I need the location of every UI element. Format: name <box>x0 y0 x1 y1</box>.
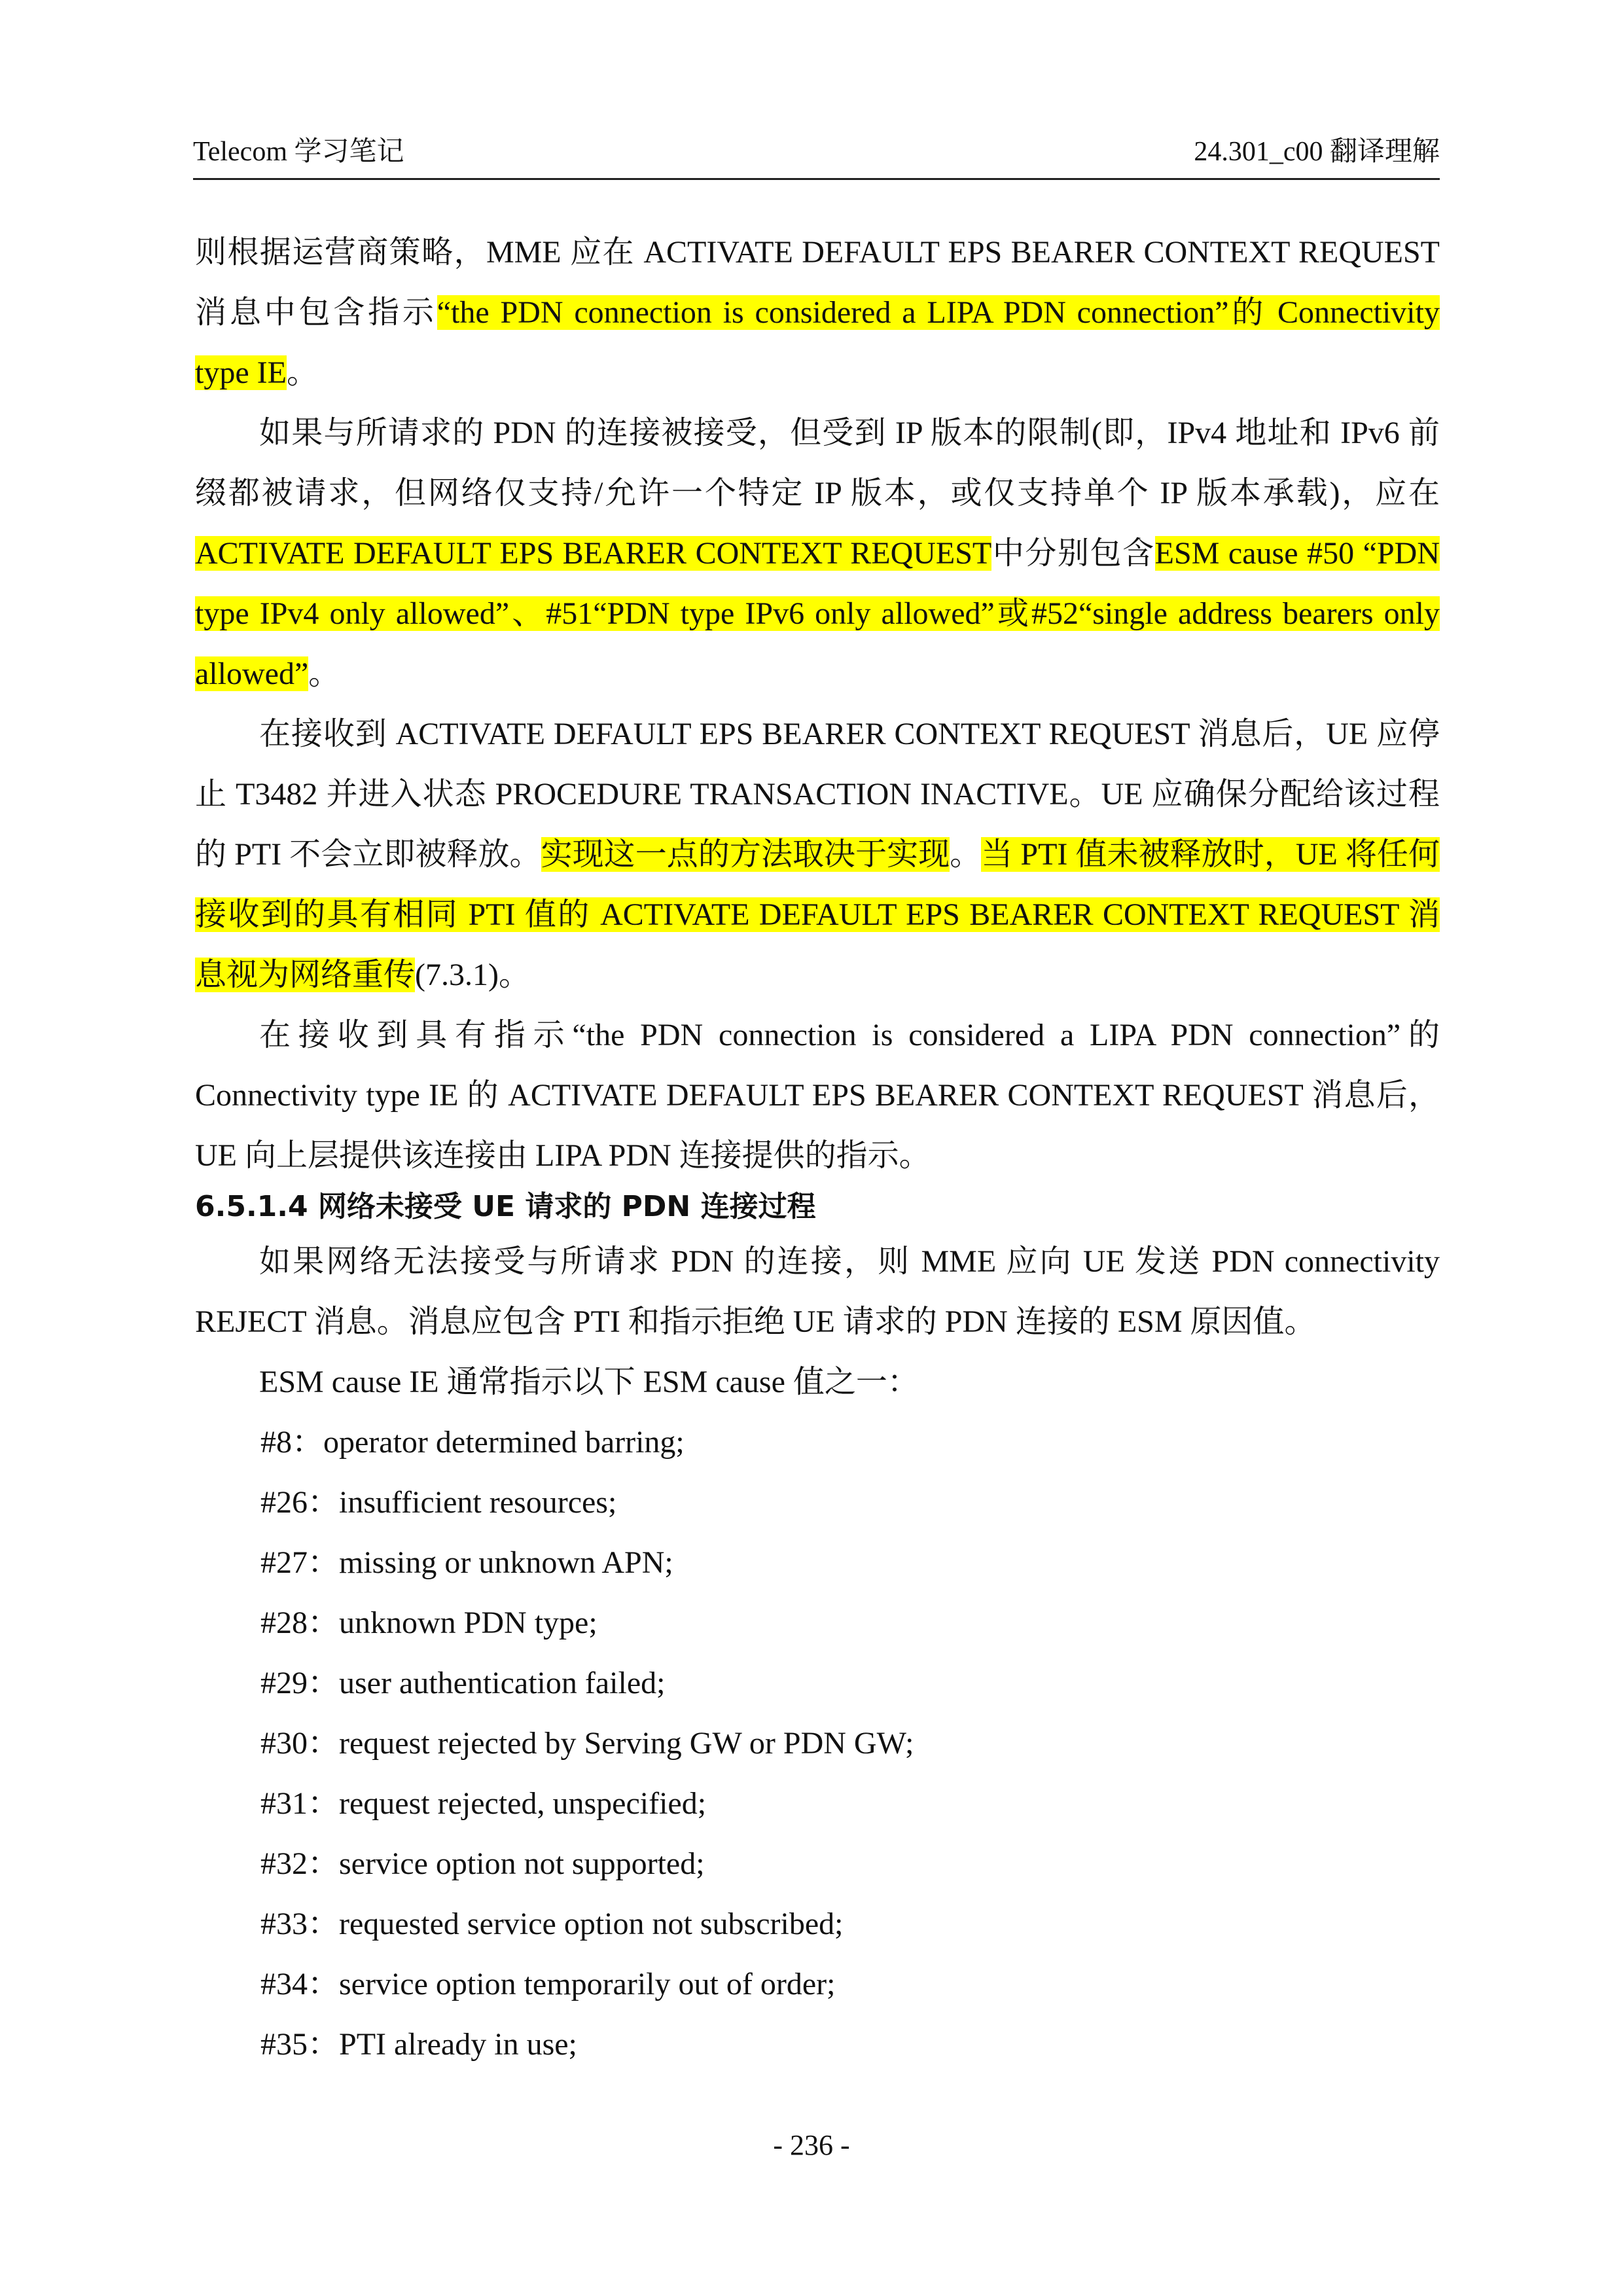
paragraph-6: ESM cause IE 通常指示以下 ESM cause 值之一： <box>259 1365 919 1399</box>
paragraph-1 <box>195 223 1440 403</box>
highlight-retransmission: 当 PTI 值未被释放时，UE 将任何接收到的具有相同 PTI 值的 ACTIVATE DEFAULT EPS BEARER CONTEXT REQUEST 消息视为网络重传 <box>195 837 1440 992</box>
list-item: #26：insufficient resources; <box>260 1485 617 1520</box>
highlight-implementation: 实现这一点的方法取决于实现 <box>541 837 950 872</box>
paragraph-2-end: 。 <box>308 656 340 691</box>
list-item: #31：request rejected, unspecified; <box>260 1786 707 1821</box>
paragraph-3-text: 在接收到 ACTIVATE DEFAULT EPS BEARER CONTEXT REQUEST 消息后，UE 应停止 T3482 并进入状态 PROCEDURE TRANSACTION INACTIVE。UE 应确保分配给该过程的 PTI 不会立即被释放。 <box>195 717 1440 872</box>
paragraph-3-end: (7.3.1)。 <box>415 958 530 992</box>
paragraph-1-end: 。 <box>286 355 318 390</box>
list-item: #34：service option temporarily out of order; <box>260 1967 836 2001</box>
header-title: Telecom 学习笔记 <box>193 137 404 167</box>
paragraph-5: 如果网络无法接受与所请求 PDN 的连接，则 MME 应向 UE 发送 PDN connectivity REJECT 消息。消息应包含 PTI 和指示拒绝 UE 请求的 PDN 连接的 ESM 原因值。 <box>195 1244 1440 1339</box>
list-item: #8：operator determined barring; <box>260 1425 685 1460</box>
list-item: #30：request rejected by Serving GW or PDN GW; <box>260 1726 914 1761</box>
highlight-esm-causes: ESM cause #50 “PDN type IPv4 only allowed”、#51“PDN type IPv6 only allowed”或#52“single address bearers only allowed” <box>195 536 1440 691</box>
list-item: #33：requested service option not subscribed; <box>260 1907 844 1941</box>
paragraph-2 <box>195 403 1440 704</box>
page-header <box>193 139 1440 180</box>
paragraph-1-text: 则根据运营商策略，MME 应在 ACTIVATE DEFAULT EPS BEARER CONTEXT REQUEST 消息中包含指示 <box>195 235 1440 330</box>
list-item: #32：service option not supported; <box>260 1846 705 1881</box>
paragraph-3 <box>195 704 1440 1005</box>
paragraph-2-mid: 中分别包含 <box>991 536 1155 571</box>
list-item: #27：missing or unknown APN; <box>260 1545 673 1580</box>
list-item: #28：unknown PDN type; <box>260 1605 597 1640</box>
paragraph-2-text: 如果与所请求的 PDN 的连接被接受，但受到 IP 版本的限制(即，IPv4 地址和 IPv6 前缀都被请求，但网络仅支持/允许一个特定 IP 版本，或仅支持单个 IP 版本承载)，应在 <box>195 416 1440 511</box>
header-doc-ref: 24.301_c00 翻译理解 <box>1194 137 1440 167</box>
page-number: - 236 - <box>773 2129 850 2161</box>
paragraph-4: 在接收到具有指示“the PDN connection is considered a LIPA PDN connection”的 Connectivity type IE 的 ACTIVATE DEFAULT EPS BEARER CONTEXT REQUEST 消息后，UE 向上层提供该连接由 LIPA PDN 连接提供的指示。 <box>195 1018 1440 1173</box>
highlight-activate-request: ACTIVATE DEFAULT EPS BEARER CONTEXT REQUEST <box>195 536 992 571</box>
paragraph-3-sep: 。 <box>950 837 982 872</box>
page-body <box>195 223 1440 2075</box>
list-item: #29：user authentication failed; <box>260 1666 666 1700</box>
list-item: #35：PTI already in use; <box>260 2027 577 2062</box>
cause-list <box>195 1412 1440 2075</box>
highlight-lipa-indication: “the PDN connection is considered a LIPA PDN connection”的 Connectivity type IE <box>195 295 1440 390</box>
section-heading: 6.5.1.4 网络未接受 UE 请求的 PDN 连接过程 <box>195 1190 816 1223</box>
